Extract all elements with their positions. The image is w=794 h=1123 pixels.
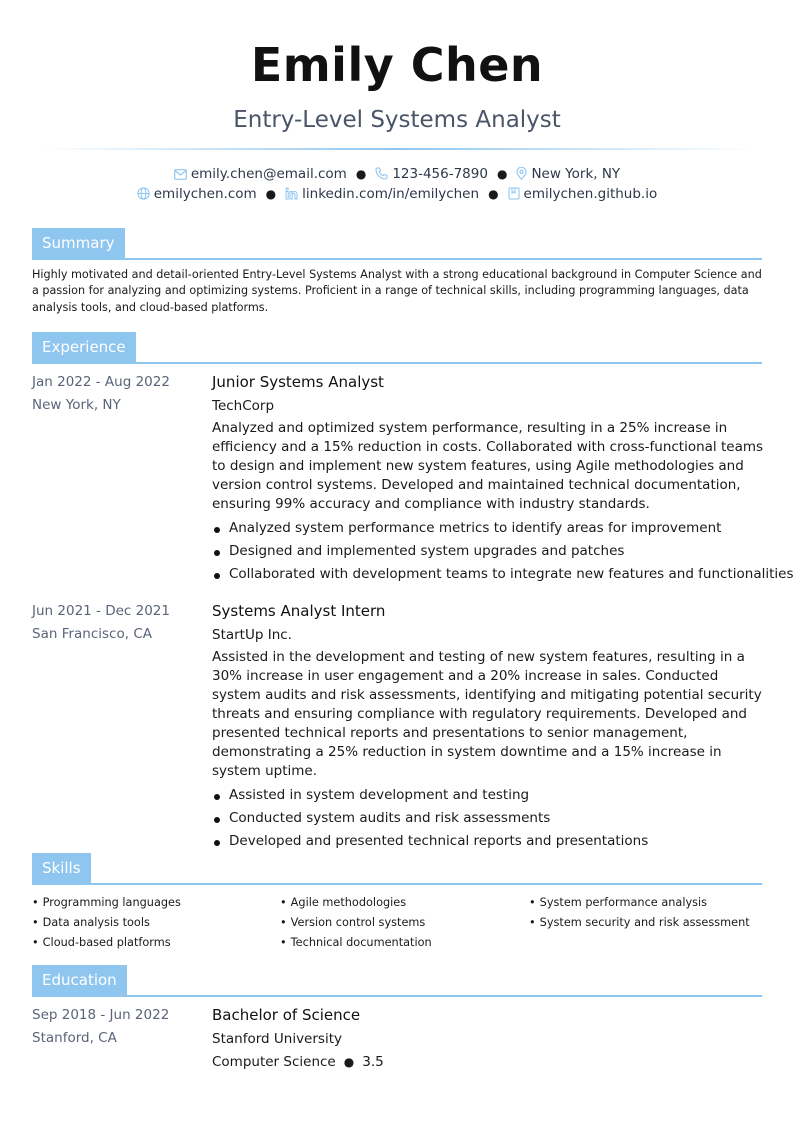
job-title: Systems Analyst Intern <box>212 602 386 620</box>
separator-dot-icon: ● <box>496 167 508 181</box>
list-item: Analyzed system performance metrics to identify areas for improvement <box>212 517 764 540</box>
degree-title: Bachelor of Science <box>212 1006 361 1024</box>
company-name: TechCorp <box>212 398 275 414</box>
list-item: Collaborated with development teams to integrate new features and functionalities <box>212 563 764 586</box>
separator-dot-icon: ● <box>355 167 367 181</box>
separator-dot-icon: ● <box>265 187 277 201</box>
contact-linkedin-text: linkedin.com/in/emilychen <box>302 186 480 202</box>
skill-item: • System performance analysis <box>529 893 750 913</box>
section-title: Skills <box>32 853 91 884</box>
section-title: Education <box>32 965 127 996</box>
section-header-skills <box>32 853 762 885</box>
job-title: Junior Systems Analyst <box>212 373 384 391</box>
entry-location: New York, NY <box>32 397 121 413</box>
resume-headline: Entry-Level Systems Analyst <box>233 107 561 133</box>
company-name: StartUp Inc. <box>212 627 292 643</box>
skill-item: • Data analysis tools <box>32 913 181 933</box>
contact-location <box>516 166 620 182</box>
contact-linkedin[interactable] <box>285 186 479 202</box>
list-item: Designed and implemented system upgrades and patches <box>212 540 764 563</box>
job-highlights <box>212 784 764 853</box>
map-pin-icon <box>516 167 527 180</box>
entry-dates: Jun 2021 - Dec 2021 <box>32 603 170 619</box>
globe-icon <box>137 187 150 200</box>
email-icon <box>174 169 187 180</box>
skill-item: • Programming languages <box>32 893 181 913</box>
skill-item: • Agile methodologies <box>280 893 432 913</box>
contact-website-text: emilychen.com <box>153 186 257 202</box>
contact-location-text: New York, NY <box>531 166 621 182</box>
summary-text: Highly motivated and detail-oriented Entry-Level Systems Analyst with a strong educational background in Computer Science and a passion for analyzing and optimizing systems. Proficient in a range of technical skills, including programming languages, data analysis tools, and cloud-based platforms. <box>32 268 762 314</box>
skills-column <box>529 893 750 933</box>
section-header-experience <box>32 332 762 364</box>
job-highlights <box>212 517 794 586</box>
resume-name: Emily Chen <box>250 38 544 92</box>
contact-email-text: emily.chen@email.com <box>190 166 347 182</box>
list-item: Conducted system audits and risk assessments <box>212 807 764 830</box>
contact-row-links <box>0 186 794 202</box>
list-item: Developed and presented technical reports and presentations <box>212 830 764 853</box>
entry-dates: Sep 2018 - Jun 2022 <box>32 1007 170 1023</box>
separator-dot-icon: ● <box>488 187 499 201</box>
section-title: Experience <box>32 332 136 363</box>
education-details <box>212 1052 764 1072</box>
skill-item: • System security and risk assessment <box>529 913 750 933</box>
section-header-summary <box>32 228 762 260</box>
separator-dot-icon: ● <box>343 1055 355 1069</box>
linkedin-icon <box>285 187 298 200</box>
contact-phone-text: 123-456-7890 <box>392 166 488 182</box>
section-header-education <box>32 965 762 997</box>
skills-column <box>32 893 181 953</box>
bookmark-icon <box>508 187 520 200</box>
entry-location: Stanford, CA <box>32 1030 117 1046</box>
contact-website[interactable] <box>137 186 257 202</box>
contact-github[interactable] <box>508 186 658 202</box>
contact-email[interactable] <box>174 166 347 182</box>
contact-row-primary <box>0 166 794 182</box>
contact-github-text: emilychen.github.io <box>523 186 658 202</box>
job-description: Analyzed and optimized system performance, resulting in a 25% increase in efficiency and a 15% reduction in costs. Collaborated with cross-functional teams to design and implement new system features, using Agile methodologies and version control systems. Developed and maintained technical documentation, ensuring 99% accuracy and compliance with industry standards. <box>212 420 764 512</box>
gpa: 3.5 <box>362 1054 384 1070</box>
entry-location: San Francisco, CA <box>32 626 152 642</box>
header-divider <box>40 148 754 150</box>
contact-phone[interactable] <box>375 166 488 182</box>
school-name: Stanford University <box>212 1031 342 1047</box>
field-of-study: Computer Science <box>212 1054 336 1070</box>
skill-item: • Technical documentation <box>280 933 432 953</box>
entry-dates: Jan 2022 - Aug 2022 <box>32 374 170 390</box>
job-description: Assisted in the development and testing of new system features, resulting in a 30% increase in user engagement and a 20% increase in sales. Conducted system audits and risk assessments, identifying and mitigating potential security threats and ensuring compliance with regulatory requirements. Developed and presented technical reports and presentations to senior management, demonstrating a 25% reduction in system downtime and a 15% increase in system uptime. <box>212 649 762 779</box>
skills-column <box>280 893 432 953</box>
phone-icon <box>375 167 388 180</box>
skill-item: • Cloud-based platforms <box>32 933 181 953</box>
skill-item: • Version control systems <box>280 913 432 933</box>
list-item: Assisted in system development and testing <box>212 784 764 807</box>
section-title: Summary <box>32 228 125 259</box>
